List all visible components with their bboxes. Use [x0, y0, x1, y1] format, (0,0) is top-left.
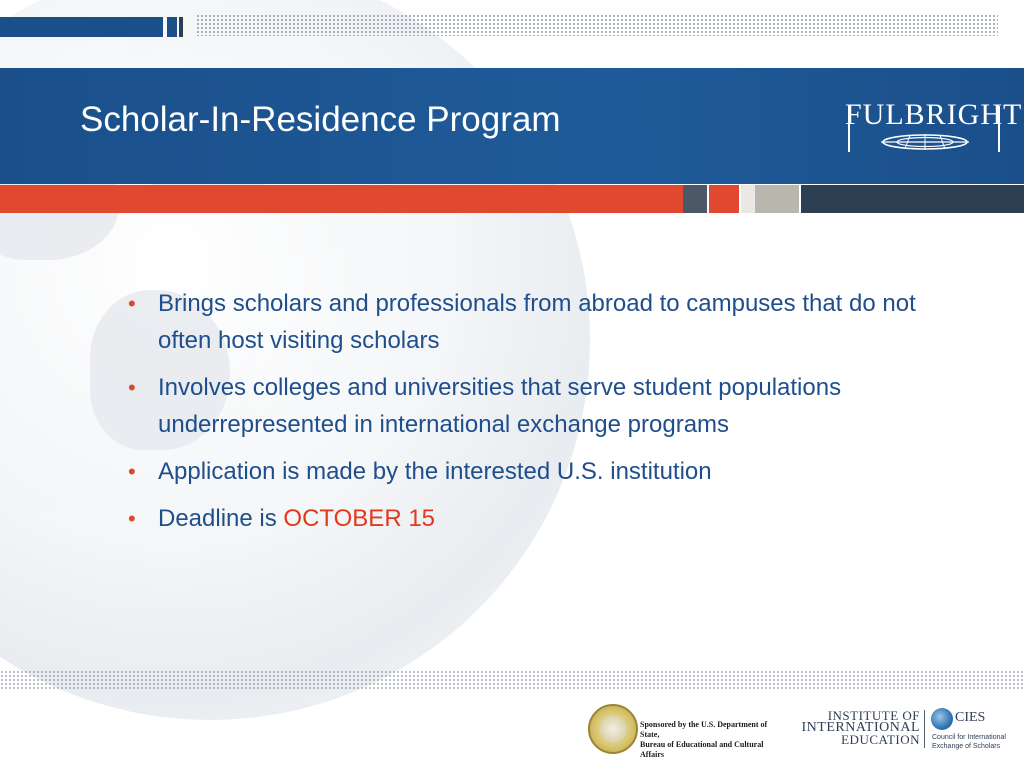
top-accent-bar — [0, 17, 163, 37]
great-seal-icon — [588, 704, 638, 754]
bullet-icon: • — [128, 459, 136, 484]
sponsor-text — [640, 720, 780, 760]
accent-stripe-block — [709, 185, 739, 213]
bullet-item — [120, 285, 940, 359]
globe-icon — [931, 708, 953, 730]
accent-stripe-dark — [801, 185, 1024, 213]
cies-desc-line: Council for International — [932, 734, 1006, 741]
cies-name: CIES — [955, 710, 986, 725]
bullet-icon: • — [128, 506, 136, 531]
cies-desc-line: Exchange of Scholars — [932, 743, 1001, 750]
top-dotted-band — [196, 14, 998, 36]
seal-center — [599, 715, 627, 743]
bullet-icon: • — [128, 375, 136, 400]
slide-title: Scholar-In-Residence Program — [80, 100, 561, 139]
deadline-date: OCTOBER 15 — [283, 505, 436, 532]
bullet-item — [120, 453, 940, 490]
bullet-list — [120, 285, 940, 547]
iie-logo — [800, 710, 920, 746]
footer-divider — [924, 710, 925, 748]
bullet-icon: • — [128, 291, 136, 316]
bullet-text: Application is made by the interested U.S. institution — [158, 458, 712, 485]
iie-line: INTERNATIONAL — [801, 720, 920, 735]
bullet-text: Brings scholars and professionals from abroad to campuses that do not often host visiting scholars — [158, 290, 916, 354]
bullet-item — [120, 500, 940, 537]
accent-stripe-block — [741, 185, 755, 213]
iie-line: EDUCATION — [841, 732, 920, 747]
top-accent-square — [179, 17, 183, 37]
bullet-item — [120, 369, 940, 443]
cies-description — [932, 733, 1022, 751]
accent-stripe-red — [0, 185, 683, 213]
fulbright-globe-icon — [845, 98, 1005, 156]
top-accent-square — [167, 17, 177, 37]
sponsor-line: Sponsored by the U.S. Department of State, — [640, 720, 768, 739]
bottom-dotted-band — [0, 670, 1024, 690]
accent-stripe-block — [683, 185, 707, 213]
iie-line: INSTITUTE OF — [827, 708, 920, 723]
bullet-text: Involves colleges and universities that serve student populations underrepresented in international exchange programs — [158, 374, 842, 438]
fulbright-logo-text: FULBRIGHT — [845, 98, 1023, 131]
sponsor-line: Bureau of Educational and Cultural Affairs — [640, 740, 764, 759]
bullet-text: Deadline is — [158, 505, 284, 532]
accent-stripe-block — [755, 185, 799, 213]
fulbright-logo — [845, 98, 1023, 156]
